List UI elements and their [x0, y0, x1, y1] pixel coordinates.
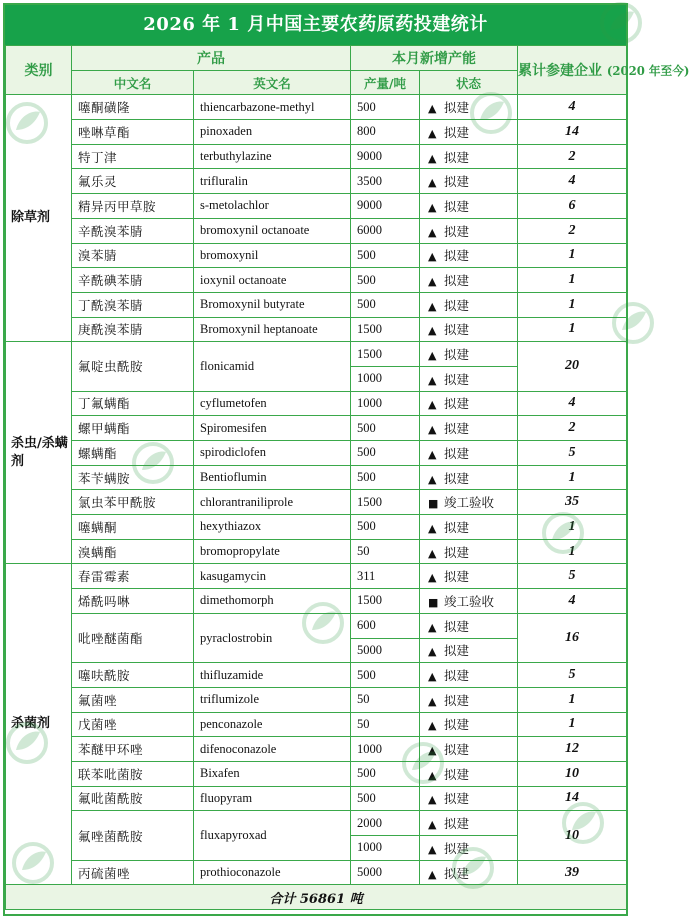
status-cell — [420, 342, 518, 367]
status-label: 拟建 — [444, 297, 470, 313]
status-cell — [420, 786, 518, 811]
cumulative-count: 20 — [518, 342, 627, 391]
capacity-cell: 1000 — [351, 366, 420, 391]
capacity-cell: 1000 — [351, 391, 420, 416]
header-cumulative — [518, 46, 689, 95]
table-row — [6, 589, 627, 614]
status-cell — [420, 120, 518, 145]
capacity-cell: 500 — [351, 95, 420, 120]
status-cell — [420, 490, 518, 515]
status-label: 拟建 — [444, 816, 470, 832]
product-en-name: Bixafen — [194, 761, 351, 786]
product-cn-name: 丁氟螨酯 — [72, 391, 194, 416]
status-label: 拟建 — [444, 791, 470, 807]
status-label: 拟建 — [444, 100, 470, 116]
triangle-planned-icon: ▲ — [428, 546, 437, 560]
triangle-planned-icon: ▲ — [428, 324, 437, 338]
cumulative-count: 4 — [518, 589, 627, 614]
triangle-planned-icon: ▲ — [428, 275, 437, 289]
status-cell — [420, 95, 518, 120]
table-row — [6, 268, 627, 293]
product-en-name: chlorantraniliprole — [194, 490, 351, 515]
capacity-cell: 1500 — [351, 317, 420, 342]
status-label: 拟建 — [444, 223, 470, 239]
capacity-cell: 500 — [351, 243, 420, 268]
table-row — [6, 712, 627, 737]
product-cn-name: 螺甲螨酯 — [72, 416, 194, 441]
header-cn-name: 中文名 — [72, 70, 194, 95]
triangle-planned-icon: ▲ — [428, 694, 437, 708]
product-en-name: hexythiazox — [194, 515, 351, 540]
product-en-name: dimethomorph — [194, 589, 351, 614]
cumulative-count: 4 — [518, 169, 627, 194]
cumulative-count: 14 — [518, 786, 627, 811]
product-cn-name: 氟吡菌酰胺 — [72, 786, 194, 811]
status-label: 拟建 — [444, 840, 470, 856]
status-cell — [420, 243, 518, 268]
status-label: 拟建 — [444, 124, 470, 140]
cumulative-count: 1 — [518, 317, 627, 342]
table-row — [6, 342, 627, 367]
product-en-name: prothioconazole — [194, 860, 351, 885]
header-en-name: 英文名 — [194, 70, 351, 95]
capacity-cell: 500 — [351, 761, 420, 786]
product-en-name: pyraclostrobin — [194, 613, 351, 662]
table-row — [6, 613, 627, 638]
product-cn-name: 噻呋酰胺 — [72, 663, 194, 688]
product-en-name: fluxapyroxad — [194, 811, 351, 860]
cumulative-count: 1 — [518, 687, 627, 712]
status-label: 竣工验收 — [444, 495, 495, 511]
status-label: 拟建 — [444, 273, 470, 289]
status-label: 拟建 — [444, 396, 470, 412]
product-cn-name: 溴苯腈 — [72, 243, 194, 268]
product-en-name: terbuthylazine — [194, 144, 351, 169]
product-cn-name: 苯苄螨胺 — [72, 465, 194, 490]
table-row — [6, 391, 627, 416]
capacity-cell: 600 — [351, 613, 420, 638]
status-cell — [420, 169, 518, 194]
product-cn-name: 辛酰碘苯腈 — [72, 268, 194, 293]
product-en-name: Bromoxynil heptanoate — [194, 317, 351, 342]
square-completed-icon: ■ — [428, 497, 439, 511]
product-cn-name: 唑啉草酯 — [72, 120, 194, 145]
status-cell — [420, 613, 518, 638]
capacity-table — [5, 45, 689, 910]
status-label: 拟建 — [444, 470, 470, 486]
cumulative-count: 16 — [518, 613, 627, 662]
status-label: 拟建 — [444, 569, 470, 585]
cumulative-count: 1 — [518, 465, 627, 490]
cumulative-count: 10 — [518, 761, 627, 786]
product-en-name: bromoxynil octanoate — [194, 218, 351, 243]
capacity-cell: 500 — [351, 663, 420, 688]
product-cn-name: 丁酰溴苯腈 — [72, 292, 194, 317]
triangle-planned-icon: ▲ — [428, 768, 437, 782]
triangle-planned-icon: ▲ — [428, 719, 437, 733]
status-label: 拟建 — [444, 618, 470, 634]
status-cell — [420, 638, 518, 663]
status-cell — [420, 539, 518, 564]
table-row — [6, 490, 627, 515]
cumulative-count: 35 — [518, 490, 627, 515]
cumulative-count: 4 — [518, 95, 627, 120]
product-en-name: Spiromesifen — [194, 416, 351, 441]
table-row — [6, 663, 627, 688]
status-label: 拟建 — [444, 692, 470, 708]
cumulative-count: 39 — [518, 860, 627, 885]
product-cn-name: 特丁津 — [72, 144, 194, 169]
status-label: 拟建 — [444, 421, 470, 437]
cumulative-count: 12 — [518, 737, 627, 762]
header-status: 状态 — [420, 70, 518, 95]
cumulative-count: 2 — [518, 144, 627, 169]
header-cumulative-note: (2020 年至今) — [606, 64, 689, 79]
table-row — [6, 95, 627, 120]
table-row — [6, 416, 627, 441]
status-cell — [420, 194, 518, 219]
triangle-planned-icon: ▲ — [428, 349, 437, 363]
product-cn-name: 螺螨酯 — [72, 441, 194, 466]
capacity-cell: 500 — [351, 786, 420, 811]
product-en-name: penconazole — [194, 712, 351, 737]
triangle-planned-icon: ▲ — [428, 225, 437, 239]
product-en-name: spirodiclofen — [194, 441, 351, 466]
triangle-planned-icon: ▲ — [428, 818, 437, 832]
category-cell: 杀菌剂 — [6, 564, 72, 885]
triangle-planned-icon: ▲ — [428, 670, 437, 684]
status-cell — [420, 663, 518, 688]
status-label: 拟建 — [444, 347, 470, 363]
status-label: 拟建 — [444, 371, 470, 387]
status-label: 拟建 — [444, 717, 470, 733]
product-en-name: bromopropylate — [194, 539, 351, 564]
cumulative-count: 14 — [518, 120, 627, 145]
product-en-name: kasugamycin — [194, 564, 351, 589]
total-row — [6, 885, 627, 910]
product-cn-name: 戊菌唑 — [72, 712, 194, 737]
table-row — [6, 218, 627, 243]
capacity-cell: 500 — [351, 416, 420, 441]
cumulative-count: 5 — [518, 564, 627, 589]
capacity-cell: 6000 — [351, 218, 420, 243]
cumulative-count: 1 — [518, 515, 627, 540]
product-cn-name: 溴螨酯 — [72, 539, 194, 564]
product-en-name: cyflumetofen — [194, 391, 351, 416]
triangle-planned-icon: ▲ — [428, 373, 437, 387]
status-cell — [420, 268, 518, 293]
status-label: 拟建 — [444, 198, 470, 214]
cumulative-count: 4 — [518, 391, 627, 416]
header-capacity: 产量/吨 — [351, 70, 420, 95]
capacity-cell: 500 — [351, 268, 420, 293]
product-en-name: s-metolachlor — [194, 194, 351, 219]
product-cn-name: 辛酰溴苯腈 — [72, 218, 194, 243]
capacity-cell: 5000 — [351, 860, 420, 885]
table-row — [6, 761, 627, 786]
status-label: 拟建 — [444, 643, 470, 659]
statistics-table-frame — [3, 3, 689, 916]
cumulative-count: 1 — [518, 292, 627, 317]
capacity-cell: 1000 — [351, 737, 420, 762]
triangle-planned-icon: ▲ — [428, 423, 437, 437]
status-cell — [420, 416, 518, 441]
status-cell — [420, 836, 518, 861]
capacity-cell: 1500 — [351, 342, 420, 367]
cumulative-count: 5 — [518, 441, 627, 466]
product-cn-name: 噻酮磺隆 — [72, 95, 194, 120]
status-cell — [420, 515, 518, 540]
product-en-name: flonicamid — [194, 342, 351, 391]
capacity-cell: 50 — [351, 687, 420, 712]
triangle-planned-icon: ▲ — [428, 645, 437, 659]
status-label: 拟建 — [444, 742, 470, 758]
capacity-cell: 2000 — [351, 811, 420, 836]
product-cn-name: 氟唑菌酰胺 — [72, 811, 194, 860]
table-row — [6, 539, 627, 564]
triangle-planned-icon: ▲ — [428, 200, 437, 214]
status-label: 拟建 — [444, 544, 470, 560]
cumulative-count: 2 — [518, 416, 627, 441]
capacity-cell: 500 — [351, 441, 420, 466]
status-label: 拟建 — [444, 865, 470, 881]
status-cell — [420, 564, 518, 589]
status-label: 竣工验收 — [444, 593, 495, 609]
triangle-planned-icon: ▲ — [428, 521, 437, 535]
status-cell — [420, 589, 518, 614]
table-row — [6, 243, 627, 268]
status-cell — [420, 144, 518, 169]
table-row — [6, 564, 627, 589]
capacity-cell: 5000 — [351, 638, 420, 663]
status-cell — [420, 761, 518, 786]
table-row — [6, 292, 627, 317]
status-label: 拟建 — [444, 174, 470, 190]
product-cn-name: 吡唑醚菌酯 — [72, 613, 194, 662]
cumulative-count: 2 — [518, 218, 627, 243]
product-cn-name: 氟菌唑 — [72, 687, 194, 712]
triangle-planned-icon: ▲ — [428, 620, 437, 634]
product-en-name: Bentioflumin — [194, 465, 351, 490]
product-en-name: pinoxaden — [194, 120, 351, 145]
category-cell: 杀虫/杀螨剂 — [6, 342, 72, 564]
triangle-planned-icon: ▲ — [428, 398, 437, 412]
product-en-name: thiencarbazone-methyl — [194, 95, 351, 120]
capacity-cell: 9000 — [351, 144, 420, 169]
triangle-planned-icon: ▲ — [428, 126, 437, 140]
triangle-planned-icon: ▲ — [428, 102, 437, 116]
status-label: 拟建 — [444, 519, 470, 535]
table-row — [6, 120, 627, 145]
status-cell — [420, 737, 518, 762]
product-cn-name: 氯虫苯甲酰胺 — [72, 490, 194, 515]
product-cn-name: 精异丙甲草胺 — [72, 194, 194, 219]
product-en-name: fluopyram — [194, 786, 351, 811]
header-product: 产品 — [72, 46, 351, 71]
capacity-cell: 9000 — [351, 194, 420, 219]
capacity-cell: 500 — [351, 515, 420, 540]
status-cell — [420, 712, 518, 737]
product-en-name: bromoxynil — [194, 243, 351, 268]
triangle-planned-icon: ▲ — [428, 447, 437, 461]
triangle-planned-icon: ▲ — [428, 842, 437, 856]
capacity-cell: 500 — [351, 292, 420, 317]
product-cn-name: 氟啶虫酰胺 — [72, 342, 194, 391]
table-row — [6, 317, 627, 342]
status-cell — [420, 465, 518, 490]
table-row — [6, 860, 627, 885]
status-label: 拟建 — [444, 445, 470, 461]
product-en-name: triflumizole — [194, 687, 351, 712]
table-body — [6, 46, 689, 910]
total-cell: 合计 56861 吨 — [6, 885, 627, 910]
capacity-cell: 800 — [351, 120, 420, 145]
status-cell — [420, 366, 518, 391]
product-cn-name: 氟乐灵 — [72, 169, 194, 194]
cumulative-count: 1 — [518, 243, 627, 268]
status-label: 拟建 — [444, 668, 470, 684]
category-cell: 除草剂 — [6, 95, 72, 342]
table-row — [6, 737, 627, 762]
table-row — [6, 144, 627, 169]
page-title: 2026 年 1 月中国主要农药原药投建统计 — [5, 5, 626, 45]
status-label: 拟建 — [444, 322, 470, 338]
product-cn-name: 庚酰溴苯腈 — [72, 317, 194, 342]
table-row — [6, 811, 627, 836]
capacity-cell: 50 — [351, 712, 420, 737]
triangle-planned-icon: ▲ — [428, 299, 437, 313]
status-cell — [420, 687, 518, 712]
capacity-cell: 3500 — [351, 169, 420, 194]
status-cell — [420, 292, 518, 317]
product-cn-name: 苯醚甲环唑 — [72, 737, 194, 762]
header-new-capacity: 本月新增产能 — [351, 46, 518, 71]
cumulative-count: 1 — [518, 268, 627, 293]
status-cell — [420, 218, 518, 243]
product-cn-name: 联苯吡菌胺 — [72, 761, 194, 786]
table-row — [6, 194, 627, 219]
status-label: 拟建 — [444, 766, 470, 782]
table-row — [6, 687, 627, 712]
product-en-name: ioxynil octanoate — [194, 268, 351, 293]
square-completed-icon: ■ — [428, 595, 439, 609]
triangle-planned-icon: ▲ — [428, 250, 437, 264]
status-cell — [420, 441, 518, 466]
cumulative-count: 1 — [518, 712, 627, 737]
capacity-cell: 1500 — [351, 490, 420, 515]
product-cn-name: 春雷霉素 — [72, 564, 194, 589]
status-label: 拟建 — [444, 149, 470, 165]
status-cell — [420, 811, 518, 836]
triangle-planned-icon: ▲ — [428, 744, 437, 758]
cumulative-count: 5 — [518, 663, 627, 688]
table-row — [6, 465, 627, 490]
status-label: 拟建 — [444, 248, 470, 264]
capacity-cell: 1000 — [351, 836, 420, 861]
cumulative-count: 1 — [518, 539, 627, 564]
table-row — [6, 169, 627, 194]
table-row — [6, 441, 627, 466]
header-category: 类别 — [6, 46, 72, 95]
product-cn-name: 丙硫菌唑 — [72, 860, 194, 885]
triangle-planned-icon: ▲ — [428, 176, 437, 190]
table-row — [6, 786, 627, 811]
product-en-name: difenoconazole — [194, 737, 351, 762]
triangle-planned-icon: ▲ — [428, 867, 437, 881]
product-cn-name: 噻螨酮 — [72, 515, 194, 540]
status-cell — [420, 860, 518, 885]
capacity-cell: 500 — [351, 465, 420, 490]
triangle-planned-icon: ▲ — [428, 571, 437, 585]
triangle-planned-icon: ▲ — [428, 472, 437, 486]
status-cell — [420, 391, 518, 416]
cumulative-count: 10 — [518, 811, 627, 860]
product-en-name: Bromoxynil butyrate — [194, 292, 351, 317]
cumulative-count: 6 — [518, 194, 627, 219]
capacity-cell: 50 — [351, 539, 420, 564]
capacity-cell: 1500 — [351, 589, 420, 614]
product-en-name: thifluzamide — [194, 663, 351, 688]
triangle-planned-icon: ▲ — [428, 151, 437, 165]
product-en-name: trifluralin — [194, 169, 351, 194]
table-row — [6, 515, 627, 540]
capacity-cell: 311 — [351, 564, 420, 589]
header-cumulative-label: 累计参建企业 — [518, 63, 602, 80]
status-cell — [420, 317, 518, 342]
triangle-planned-icon: ▲ — [428, 793, 437, 807]
product-cn-name: 烯酰吗啉 — [72, 589, 194, 614]
